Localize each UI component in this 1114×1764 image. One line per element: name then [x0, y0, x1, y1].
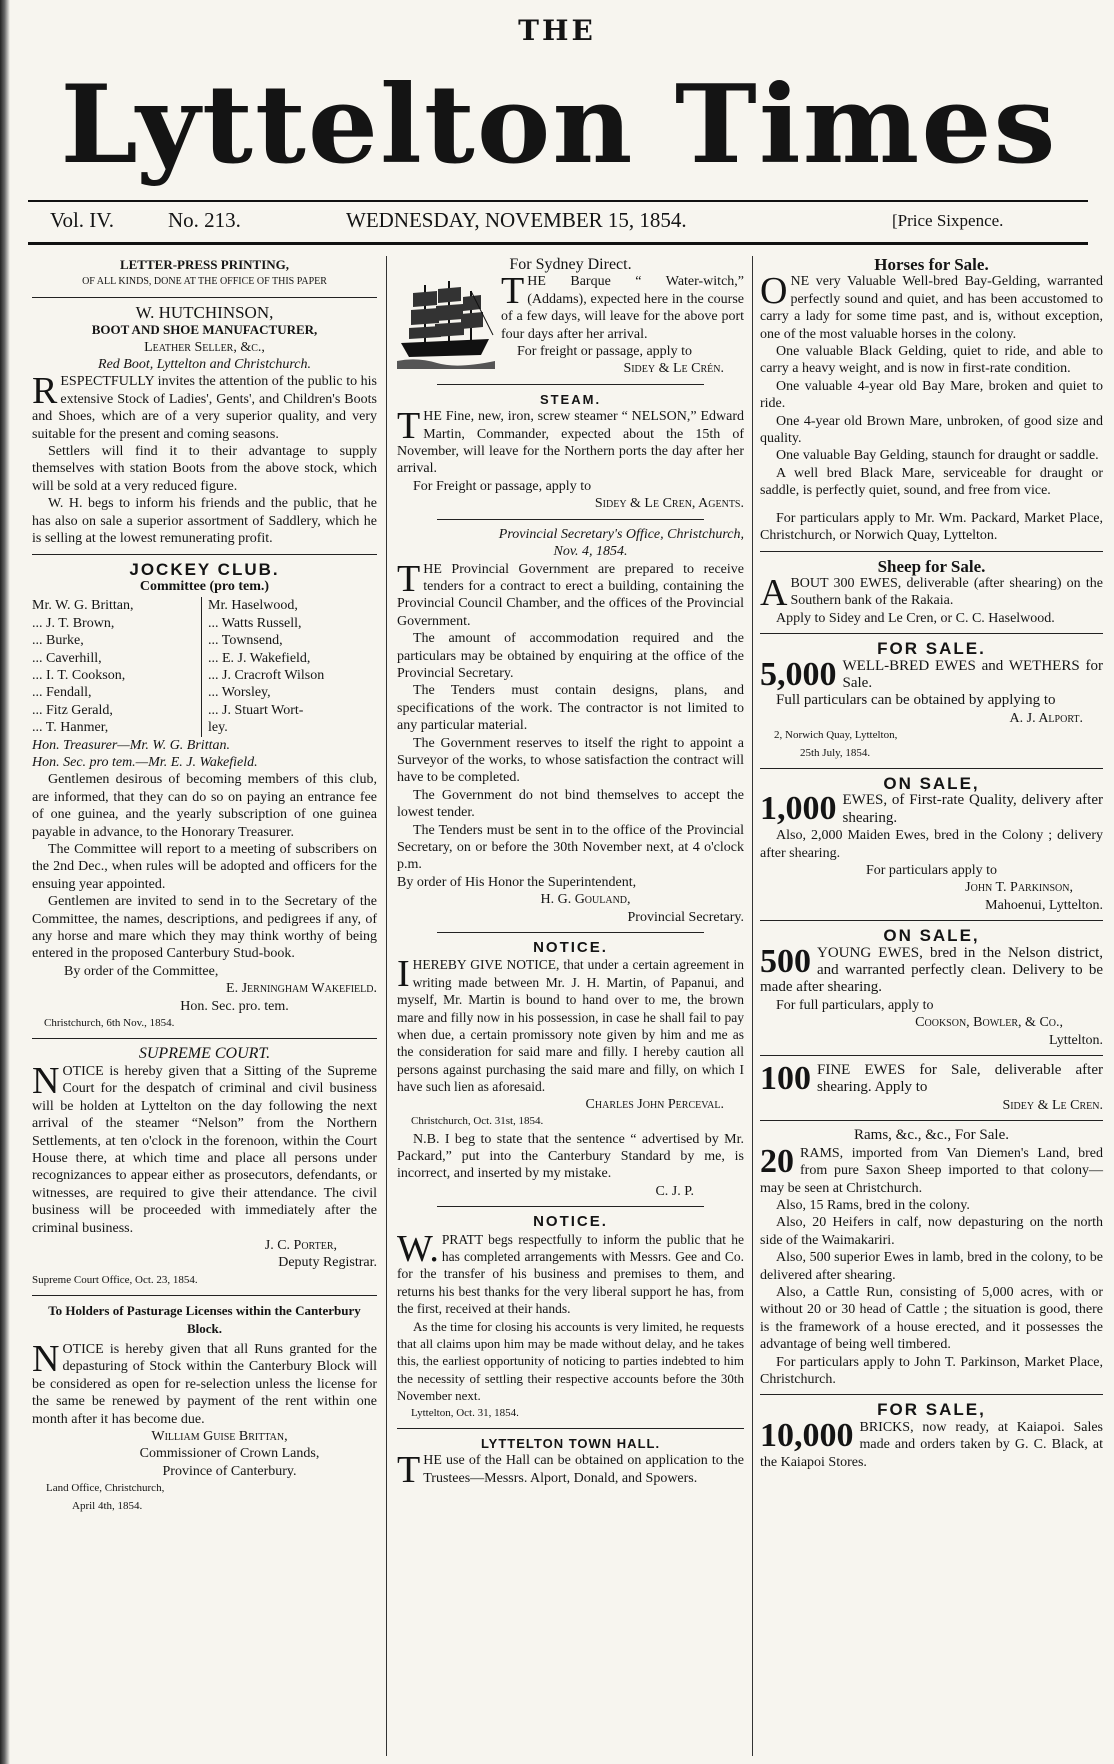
ad-body: One valuable Bay Gelding, staunch for draught or saddle. [776, 448, 1099, 464]
price: [Price Sixpence. [892, 211, 1004, 230]
ad-body: EWES, of First-rate Quality, delivery after shearing. [842, 792, 1103, 826]
secretary: Hon. Sec. pro tem.—Mr. E. J. Wakefield. [32, 754, 258, 770]
column-3 [760, 256, 1103, 1471]
ad-body: HE Barque “ Water-witch,” (Addams), expected here in the course of a few days, will leave for the above port four days after her arrival. [501, 274, 744, 342]
dateline [50, 208, 1090, 238]
ad-signature: Lyttelton. [1048, 1032, 1103, 1048]
drop-cap: A [760, 571, 788, 614]
ad-signature: Commissioner of Crown Lands, [139, 1446, 320, 1462]
ad-heading: Horses for Sale. [874, 255, 989, 274]
ad-body: Settlers will find it to their advantage to supply themselves with station Boots from the above stock, which will be sold at a very reduced figure. [32, 444, 377, 494]
ad-heading: For Sydney Direct. [509, 256, 632, 273]
ad-order: By order of the Committee, [64, 963, 219, 979]
member: ley. [208, 720, 228, 736]
ad-heading: NOTICE. [533, 1213, 608, 1231]
ad-signature: Cookson, Bowler, & Co., [915, 1015, 1063, 1031]
ad-body: The Government reserves to itself the right to appoint a Surveyor of the works, to whose satisfaction the contract will have to be completed. [397, 735, 744, 786]
ad-location: Red Boot, Lyttelton and Christchurch. [98, 357, 311, 373]
ad-heading: Provincial Secretary's Office, Christchurch, [498, 526, 744, 542]
ad-heading: Rams, &c., &c., For Sale. [854, 1127, 1009, 1144]
ad-body: The Committee will report to a meeting of subscribers on the 2nd Dec., when rules will be adopted and officers for the ensuing year appointed. [32, 842, 377, 892]
column-divider [752, 256, 753, 1756]
ad-heading: FOR SALE, [877, 1400, 986, 1420]
ad-heading: Nov. 4, 1854. [553, 544, 628, 560]
steam-ad [397, 391, 744, 513]
ad-signature: Mahoenui, Lyttelton. [985, 897, 1103, 913]
ad-body: BRICKS, now ready, at Kaiapoi. Sales made and orders taken by G. C. Black, at the Kaiapoi Stores. [760, 1419, 1103, 1470]
drop-cap: T [397, 557, 421, 600]
column-divider [386, 256, 387, 1756]
issue-number: No. 213. [168, 208, 241, 232]
member: ... J. Cracroft Wilson [208, 667, 325, 683]
ad-subheading: OF ALL KINDS, DONE AT THE OFFICE OF THIS PAPER [82, 276, 327, 288]
ad-body: OTICE is hereby given that all Runs granted for the depasturing of Stock within the Canterbury Block will be considered as open for re-selection unless the license for the same be renewed by payment of the rent within one month after it has become due. [32, 1341, 377, 1427]
column-2 [397, 256, 744, 1492]
supreme-court-notice [32, 1045, 377, 1289]
masthead-the: THE [518, 14, 596, 47]
ad-body: As the time for closing his accounts is very limited, he requests that all claims upon him may be made without delay, and he takes this, the earliest opportunity of noticing to parties indebted to him the necessity of settling their respective accounts before the 30th November next. [397, 1318, 744, 1404]
ad-date: April 4th, 1854. [72, 1499, 143, 1512]
drop-cap: W. [397, 1227, 439, 1270]
ad-body: Also, 20 Heifers in calf, now depasturing on the north side of the Waimakariri. [760, 1215, 1103, 1248]
horses-ad [760, 256, 1103, 545]
scan-edge [0, 0, 10, 1764]
rule-top [28, 200, 1088, 202]
sheep-ad [760, 558, 1103, 628]
rule-bottom [28, 242, 1088, 245]
ad-signature: Sidey & Le Cren. [1002, 1097, 1103, 1113]
bricks-ad [760, 1401, 1103, 1471]
provincial-tender [397, 526, 744, 926]
ad-signature: Sidey & Le Cren, Agents. [594, 496, 744, 512]
ad-subheading: Leather Seller, &c., [144, 339, 265, 355]
ad-heading: ON SALE, [883, 926, 980, 946]
drop-cap: N [32, 1337, 60, 1380]
member: ... T. Hanmer, [32, 720, 109, 736]
ad-body: Also, 15 Rams, bred in the colony. [776, 1197, 970, 1213]
ad-heading: W. HUTCHINSON, [135, 302, 274, 322]
ad-body: HE use of the Hall can be obtained on application to the Trustees—Messrs. Alport, Donald, and Spowers. [423, 1453, 744, 1486]
ad-body: HEREBY GIVE NOTICE, that under a certain agreement in writing made between Mr. J. H. Martin, of Papanui, and myself, Mr. Martin is bound to hand over to me, the brown mare and filly now in his possession, in case he shall fail to pay when due, a certain promissory note given by him and me as the consideration for said mare and filly. I hereby caution all persons against purchasing the said mare and filly, on which I have such lien as aforesaid. [397, 957, 744, 1095]
drop-cap: N [32, 1059, 60, 1102]
ewes-sale-ad [760, 640, 1103, 762]
ad-quantity: 100 [760, 1060, 811, 1098]
ad-order: By order of His Honor the Superintendent, [397, 874, 637, 890]
ad-body: For particulars apply to [865, 863, 998, 878]
town-hall-notice [397, 1435, 744, 1492]
young-ewes-ad [760, 927, 1103, 1049]
ad-signature: E. Jerningham Wakefield. [226, 981, 377, 997]
ad-signature: William Guise Brittan, [151, 1429, 288, 1444]
ad-body: For full particulars, apply to [776, 997, 934, 1013]
ad-signature: Province of Canterbury. [162, 1463, 297, 1479]
member: ... Fendall, [32, 685, 92, 701]
ad-quantity: 10,000 [760, 1416, 854, 1454]
rams-ad [760, 1127, 1103, 1388]
ad-body: Full particulars can be obtained by applying to [776, 692, 1056, 709]
member: ... Burke, [32, 633, 84, 649]
ad-body: For freight or passage, apply to [517, 344, 692, 360]
ad-signature: J. C. Porter, [264, 1237, 337, 1253]
ad-quantity: 20 [760, 1142, 794, 1180]
member: ... Caverhill, [32, 650, 102, 666]
ship-icon [397, 277, 495, 369]
ad-quantity: 5,000 [760, 655, 837, 693]
ad-heading: ON SALE, [883, 773, 980, 793]
ad-date: Land Office, Christchurch, [46, 1482, 165, 1495]
column-1 [32, 256, 377, 1515]
drop-cap: T [501, 270, 525, 313]
ad-body: W. H. begs to inform his friends and the public, that he has also on sale a superior assortment of Saddlery, which he is selling at the lowest remunerating profit. [32, 496, 377, 547]
ad-body: One valuable Black Gelding, quiet to ride, and able to carry a heavy weight, and is now in first-rate condition. [760, 344, 1103, 377]
ad-body: Gentlemen are invited to send in to the Secretary of the Committee, the names, descriptions, and pedigrees if any, of any horse and mare which they may think worthy of being entered in the proposed Canterbury Stud-book. [32, 894, 377, 962]
ad-signature: A. J. Alport. [1009, 710, 1083, 726]
perceval-notice [397, 939, 744, 1200]
ad-date: 2, Norwich Quay, Lyttelton, [774, 729, 898, 742]
ad-date: 25th July, 1854. [800, 746, 871, 759]
member: ... I. T. Cookson, [32, 667, 126, 683]
member: ... J. Stuart Wort- [208, 702, 304, 718]
ad-body: BOUT 300 EWES, deliverable (after shearing) on the Southern bank of the Rakaia. [790, 575, 1103, 609]
ad-body: Gentlemen desirous of becoming members of this club, are informed, that they can do so on paying an entrance fee of one guinea, and the yearly subscription of one guinea payable in advance, to the Honorary Treasurer. [32, 772, 377, 840]
ad-body: For particulars apply to John T. Parkinson, Market Place, Christchurch. [760, 1354, 1103, 1387]
ad-subheading: BOOT AND SHOE MANUFACTURER, [91, 322, 318, 338]
ad-body: N.B. I beg to state that the sentence “ advertised by Mr. Packard,” put into the Canterbury Standard by me, is incorrect, and inserted by my mistake. [397, 1131, 744, 1182]
ad-body: Also, 500 superior Ewes in lamb, bred in the colony, to be delivered after shearing. [760, 1250, 1103, 1283]
member: ... Watts Russell, [208, 615, 302, 631]
ad-date: Lyttelton, Oct. 31, 1854. [411, 1406, 519, 1419]
parkinson-ewes-ad [760, 775, 1103, 914]
ad-heading: FOR SALE. [877, 639, 986, 659]
drop-cap: T [397, 405, 421, 448]
ad-signature: Deputy Registrar. [278, 1255, 377, 1271]
member: ... Worsley, [208, 685, 271, 701]
ad-heading: LETTER-PRESS PRINTING, [119, 257, 290, 272]
ad-body: Also, a Cattle Run, consisting of 5,000 acres, with or without 20 or 30 head of Cattle ; the situation is good, there is the framework of a house erected, and it possesses the advantage of being well timbered. [760, 1284, 1103, 1353]
ad-body: RAMS, imported from Van Diemen's Land, bred from pure Saxon Sheep imported to that colony—may be seen at Christchurch. [760, 1145, 1103, 1196]
member: ... Fitz Gerald, [32, 702, 113, 718]
ad-heading: LYTTELTON TOWN HALL. [480, 1436, 661, 1451]
ad-body: One 4-year old Brown Mare, unbroken, of good size and quality. [760, 413, 1103, 447]
member: ... J. T. Brown, [32, 615, 115, 631]
ad-body: PRATT begs respectfully to inform the public that he has completed arrangements with Messrs. Gee and Co. for the transfer of his business and premises to them, and returns his best thanks for the very liberal support he has, from the first, received at their hands. [397, 1231, 744, 1317]
ad-body: Also, 2,000 Maiden Ewes, bred in the Colony ; delivery after shearing. [760, 828, 1103, 861]
member: ... E. J. Wakefield, [208, 650, 311, 666]
ad-signature: C. J. P. [655, 1183, 694, 1199]
ad-body: The Government do not bind themselves to accept the lowest tender. [397, 787, 744, 821]
ad-signature: John T. Parkinson, [965, 880, 1073, 896]
volume: Vol. IV. [50, 208, 114, 232]
ad-body: WELL-BRED EWES and WETHERS for Sale. [842, 657, 1103, 691]
drop-cap: I [397, 953, 410, 996]
ad-body: ESPECTFULLY invites the attention of the public to his extensive Stock of Ladies', Gents', and Children's Boots and Shoes, which are of a very superior quality, and very suitable for the present and coming seasons. [32, 374, 377, 442]
ad-body: YOUNG EWES, bred in the Nelson district, and warranted perfectly clean. Delivery to be made after shearing. [760, 944, 1103, 996]
ad-signature: Charles John Perceval. [585, 1096, 724, 1112]
ad-body: HE Fine, new, iron, screw steamer “ NELSON,” Edward Martin, Commander, expected about the 15th of November, will leave for the Northern ports the day after her arrival. [397, 409, 744, 477]
pratt-notice [397, 1213, 744, 1422]
ad-body: FINE EWES for Sale, deliverable after shearing. Apply to [817, 1062, 1103, 1096]
ad-body: The Tenders must be sent in to the office of the Provincial Secretary, on or before the 30th November next, at 4 o'clock p.m. [397, 822, 744, 873]
ad-heading: JOCKEY CLUB. [129, 559, 280, 579]
ad-heading: SUPREME COURT. [138, 1045, 271, 1063]
fine-ewes-ad [760, 1062, 1103, 1114]
committee-list [32, 597, 377, 736]
ad-signature: Sidey & Le Crén. [623, 361, 724, 377]
ad-body: One valuable 4-year old Bay Mare, broken and quiet to ride. [760, 378, 1103, 412]
ad-body: The Tenders must contain designs, plans, and specifications of the work. The contractor is not limited to any particular material. [397, 683, 744, 734]
ad-body: For Freight or passage, apply to [413, 478, 592, 494]
drop-cap: T [397, 1449, 421, 1492]
ad-date: Christchurch, 6th Nov., 1854. [44, 1017, 175, 1030]
ad-heading: Sheep for Sale. [877, 556, 986, 576]
jockey-club-ad [32, 561, 377, 1033]
ad-signature: Hon. Sec. pro. tem. [180, 998, 289, 1014]
drop-cap: R [32, 370, 58, 413]
ad-heading: To Holders of Pasturage Licenses within the Canterbury Block. [48, 1303, 361, 1336]
member: ... Townsend, [208, 633, 283, 649]
ad-signature: H. G. Gouland, [540, 892, 631, 908]
ad-heading: NOTICE. [533, 939, 608, 957]
hutchinson-ad [32, 304, 377, 548]
ad-body: OTICE is hereby given that a Sitting of the Supreme Court for the despatch of criminal and civil business will be holden at Lyttelton on the day following the next arrival of the steamer “Nelson” from the Northern Settlements, at ten o'clock in the forenoon, within the Court House there, at which time and place all persons under recognizances to appear either as prosecutors, defendants, or witnesses, are required to give their attendance. The civil business will be proceeded with immediately after the criminal business. [32, 1063, 377, 1236]
ad-body: HE Provincial Government are prepared to receive tenders for a contract to erect a building, containing the Provincial Council Chamber, and the offices of the Provincial Government. [397, 561, 744, 629]
ad-signature: Provincial Secretary. [627, 909, 744, 925]
ad-body: The amount of accommodation required and the particulars may be obtained by enquiring at the office of the Provincial Secretary. [397, 631, 744, 681]
ad-subheading: Committee (pro tem.) [139, 578, 270, 594]
drop-cap: O [760, 270, 788, 313]
ad-body: For particulars apply to Mr. Wm. Packard, Market Place, Christchurch, or Norwich Quay, Lyttelton. [760, 510, 1103, 544]
ad-heading: STEAM. [539, 391, 602, 407]
member: Mr. Haselwood, [208, 598, 298, 614]
ad-date: Christchurch, Oct. 31st, 1854. [411, 1115, 544, 1128]
ad-quantity: 1,000 [760, 790, 837, 828]
masthead-title: Lyttelton Times [60, 62, 1058, 188]
sydney-ad [397, 256, 744, 378]
ad-body: NE very Valuable Well-bred Bay-Gelding, warranted perfectly sound and quiet, and has been accustomed to carry a lady for some time past, and is, without exception, one of the most valuable horses in the colony. [760, 274, 1103, 342]
pasturage-notice [32, 1302, 377, 1515]
ad-body: A well bred Black Mare, serviceable for draught or saddle, is perfectly quiet, sound, and free from vice. [760, 465, 1103, 499]
ad-date: Supreme Court Office, Oct. 23, 1854. [32, 1273, 198, 1286]
ad-quantity: 500 [760, 942, 811, 980]
treasurer: Hon. Treasurer—Mr. W. G. Brittan. [32, 737, 230, 753]
ad-body: Apply to Sidey and Le Cren, or C. C. Haselwood. [776, 610, 1055, 626]
member: Mr. W. G. Brittan, [32, 598, 134, 614]
issue-date: WEDNESDAY, NOVEMBER 15, 1854. [346, 208, 687, 232]
letterpress-ad [32, 256, 377, 291]
